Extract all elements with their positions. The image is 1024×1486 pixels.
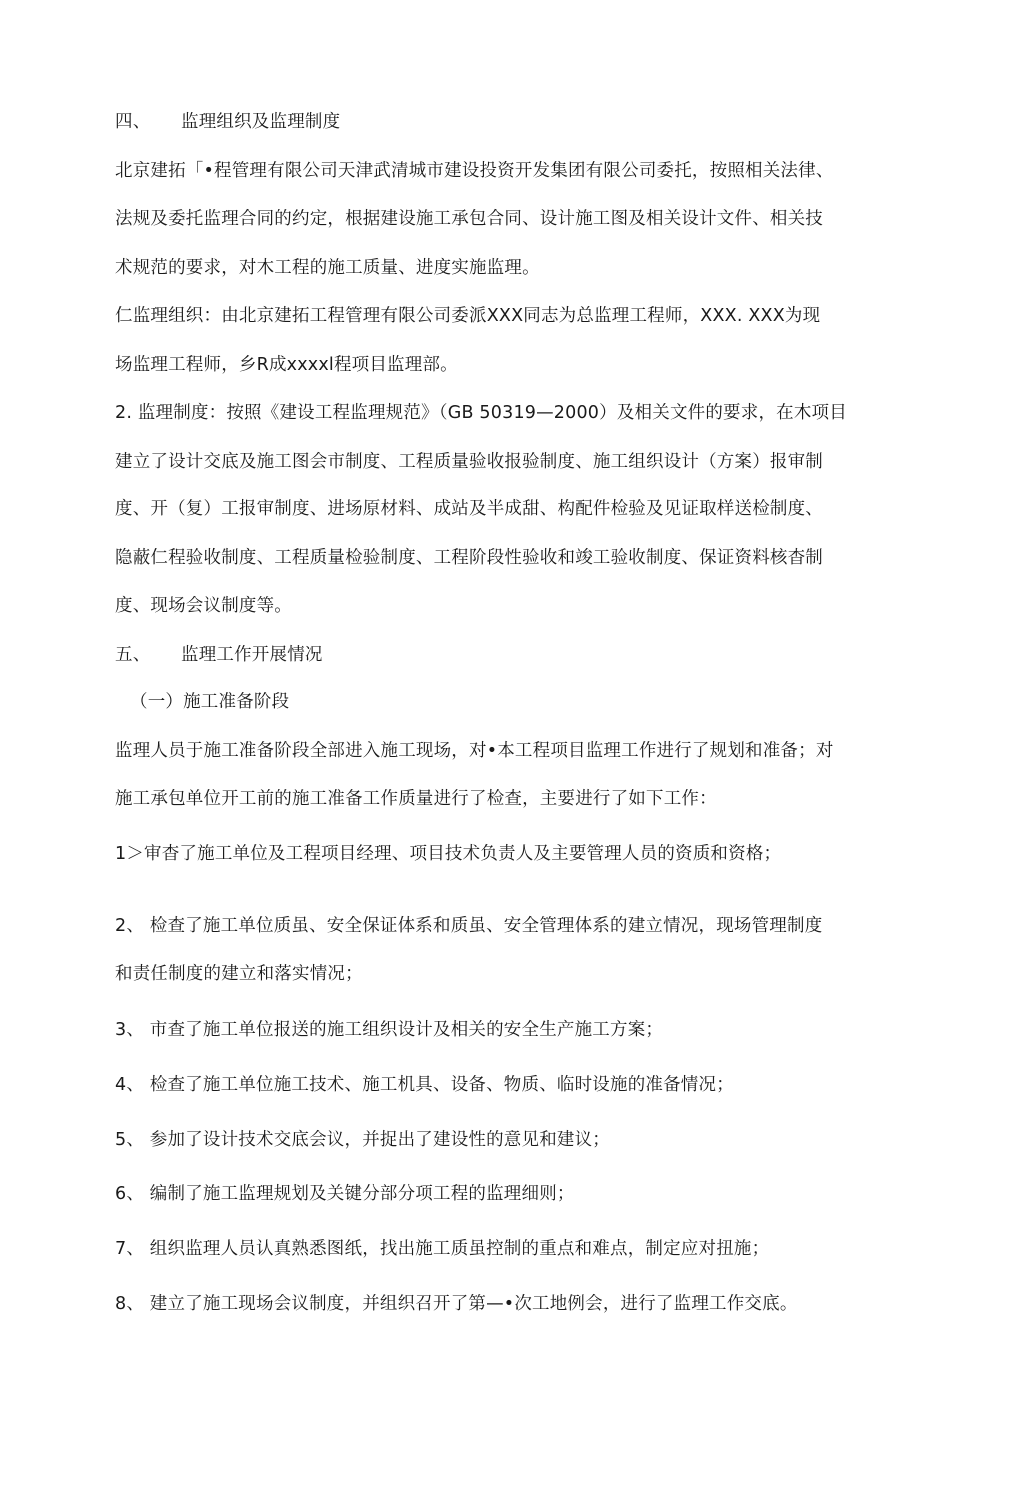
paragraph-line: 法规及委托监理合同的约定，根据建设施工承包合同、设计施工图及相关设计文件、相关技 (115, 209, 823, 229)
paragraph-line: 隐蔽仁程验收制度、工程质量检验制度、工程阶段性验收和竣工验收制度、保证资料核杳制 (115, 548, 823, 568)
paragraph-line: 场监理工程师，乡R成xxxxl程项目监理部。 (115, 355, 458, 375)
section-4-title: 监理组织及监理制度 (181, 112, 341, 132)
section-5-title: 监理工作开展情况 (181, 645, 323, 665)
paragraph-line: 度、开（复）工报审制度、进场原材料、成站及半成甜、构配件检验及见证取样送检制度、 (115, 499, 823, 519)
section-5-number: 五、 (115, 645, 151, 665)
paragraph-line: 北京建拓「•程管理有限公司天津武清城市建设投资开发集团有限公司委托，按照相关法律、 (115, 161, 834, 181)
list-item: 5、 参加了设计技术交底会议，并捉出了建设性的意见和建议； (115, 1130, 610, 1150)
list-item: 1＞审杳了施工单位及工程项目经理、项目技术负责人及主要管理人员的资质和资格； (115, 844, 782, 864)
section-5-heading (115, 643, 323, 667)
section-4-number: 四、 (115, 112, 151, 132)
paragraph-line: 2. 监理制度：按照《建设工程监理规范》（GB 50319—2000）及相关文件的要求，在木项目 (115, 403, 847, 423)
paragraph-line: 施工承包单位开工前的施工准备工作质量进行了检查，主要进行了如下工作： (115, 789, 717, 809)
list-item: 3、 市查了施工单位报送的施工组织设计及相关的安全生产施工方案； (115, 1020, 664, 1040)
list-item: 2、 检查了施工单位质虽、安全保证体系和质虽、安全管理体系的建立情况，现场管理制度 (115, 916, 823, 936)
paragraph-line: 度、现场会议制度等。 (115, 596, 292, 616)
section-4-heading (115, 110, 340, 134)
paragraph-line: 监理人员于施工准备阶段全部进入施工现场，对•本工程项目监理工作进行了规划和准备；对 (115, 741, 834, 761)
paragraph-line: 建立了设计交底及施工图会市制度、工程质量验收报验制度、施工组织设计（方案）报审制 (115, 452, 823, 472)
list-item: 4、 检查了施工单位施工技术、施工机具、设备、物质、临时设施的准备情况； (115, 1075, 734, 1095)
paragraph-line: 术规范的要求，对木工程的施工质量、进度实施监理。 (115, 258, 540, 278)
list-item: 6、 编制了施工监理规划及关键分部分项工程的监理细则； (115, 1184, 575, 1204)
list-item: 7、 组织监理人员认真熟悉图纸，找出施工质虽控制的重点和难点，制定应对扭施； (115, 1239, 770, 1259)
paragraph-line: 和责任制度的建立和落实情况； (115, 964, 363, 984)
paragraph-line: 仁监理组织：由北京建拓工程管理有限公司委派XXX同志为总监理工程师，XXX. XXX为现 (115, 306, 821, 326)
list-item: 8、 建立了施工现场会议制度，并组织召开了第—•次工地例会，进行了监理工作交底。 (115, 1294, 798, 1314)
subsection-heading: （一）施工准备阶段 (130, 692, 290, 712)
